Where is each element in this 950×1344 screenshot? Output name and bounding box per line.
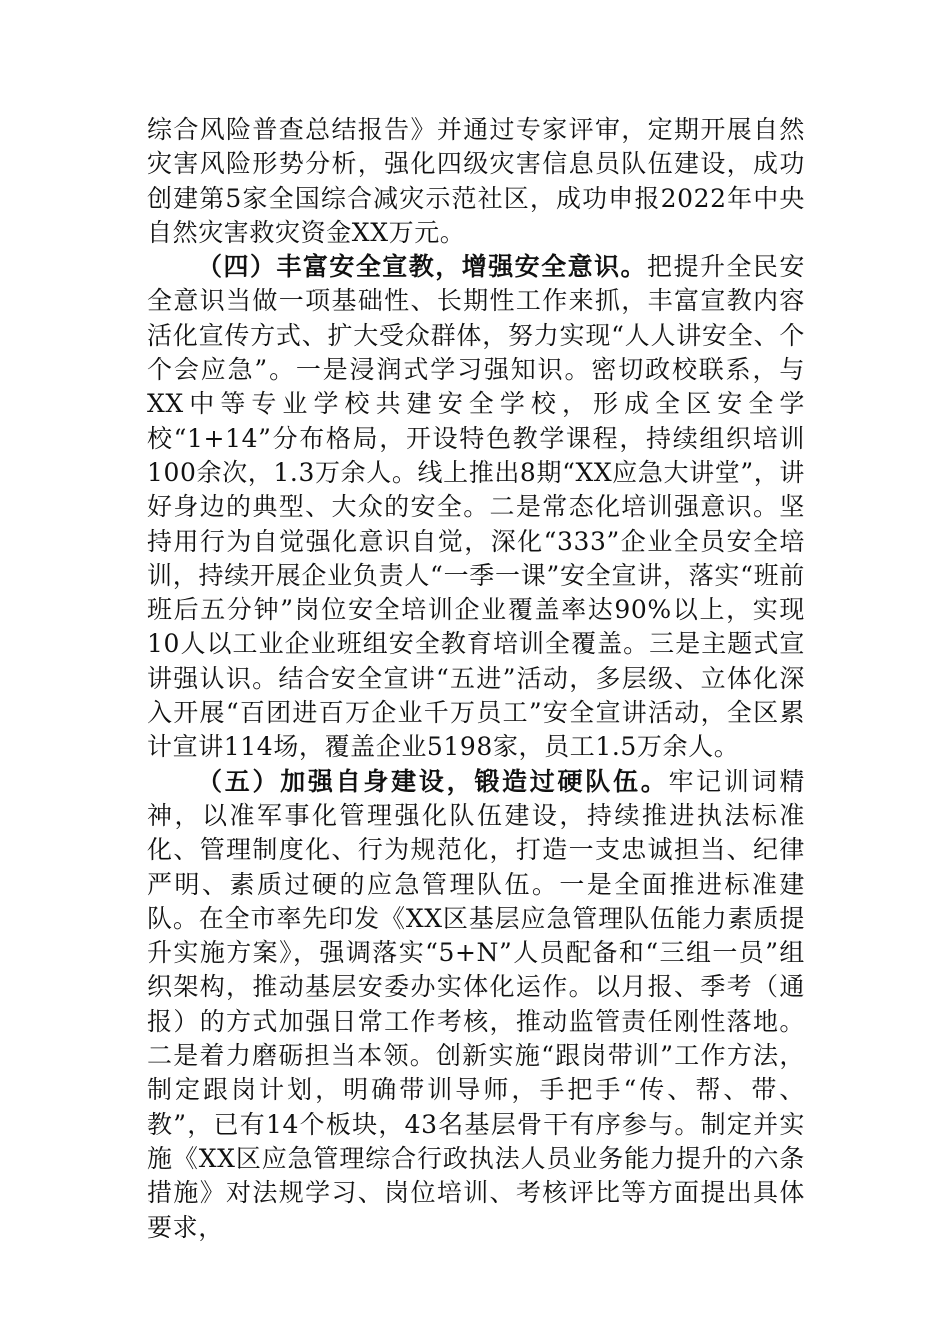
- paragraph-1-text: 综合风险普查总结报告》并通过专家评审，定期开展自然灾害风险形势分析，强化四级灾害信息员队伍建设，成功创建第5家全国综合减灾示范社区，成功申报2022年中央自然灾害救灾资金XX万元。: [147, 115, 805, 247]
- paragraph-3-heading: （五）加强自身建设，锻造过硬队伍。: [197, 766, 669, 796]
- paragraph-3: [147, 765, 805, 1245]
- document-body: [147, 113, 805, 1245]
- paragraph-3-text: 牢记训词精神，以准军事化管理强化队伍建设，持续推进执法标准化、管理制度化、行为规范化，打造一支忠诚担当、纪律严明、素质过硬的应急管理队伍。一是全面推进标准建队。在全市率先印发《XX区基层应急管理队伍能力素质提升实施方案》，强调落实“5+N”人员配备和“三组一员”组织架构，推动基层安委办实体化运作。以月报、季考（通报）的方式加强日常工作考核，推动监管责任刚性落地。二是着力磨砺担当本领。创新实施“跟岗带训”工作方法，制定跟岗计划，明确带训导师，手把手“传、帮、带、教”，已有14个板块，43名基层骨干有序参与。制定并实施《XX区应急管理综合行政执法人员业务能力提升的六条措施》对法规学习、岗位培训、考核评比等方面提出具体要求，: [147, 766, 805, 1242]
- paragraph-2-text: 把提升全民安全意识当做一项基础性、长期性工作来抓，丰富宣教内容活化宣传方式、扩大受众群体，努力实现“人人讲安全、个个会应急”。一是浸润式学习强知识。密切政校联系，与XX中等专业学校共建安全学校，形成全区安全学校“1+14”分布格局，开设特色教学课程，持续组织培训100余次，1.3万余人。线上推出8期“XX应急大讲堂”，讲好身边的典型、大众的安全。二是常态化培训强意识。坚持用行为自觉强化意识自觉，深化“333”企业全员安全培训，持续开展企业负责人“一季一课”安全宣讲，落实“班前班后五分钟”岗位安全培训企业覆盖率达90%以上，实现10人以工业企业班组安全教育培训全覆盖。三是主题式宣讲强认识。结合安全宣讲“五进”活动，多层级、立体化深入开展“百团进百万企业千万员工”安全宣讲活动，全区累计宣讲114场，覆盖企业5198家，员工1.5万余人。: [147, 252, 805, 762]
- paragraph-2-heading: （四）丰富安全宣教，增强安全意识。: [197, 252, 648, 282]
- paragraph-1: [147, 113, 805, 250]
- paragraph-2: [147, 250, 805, 764]
